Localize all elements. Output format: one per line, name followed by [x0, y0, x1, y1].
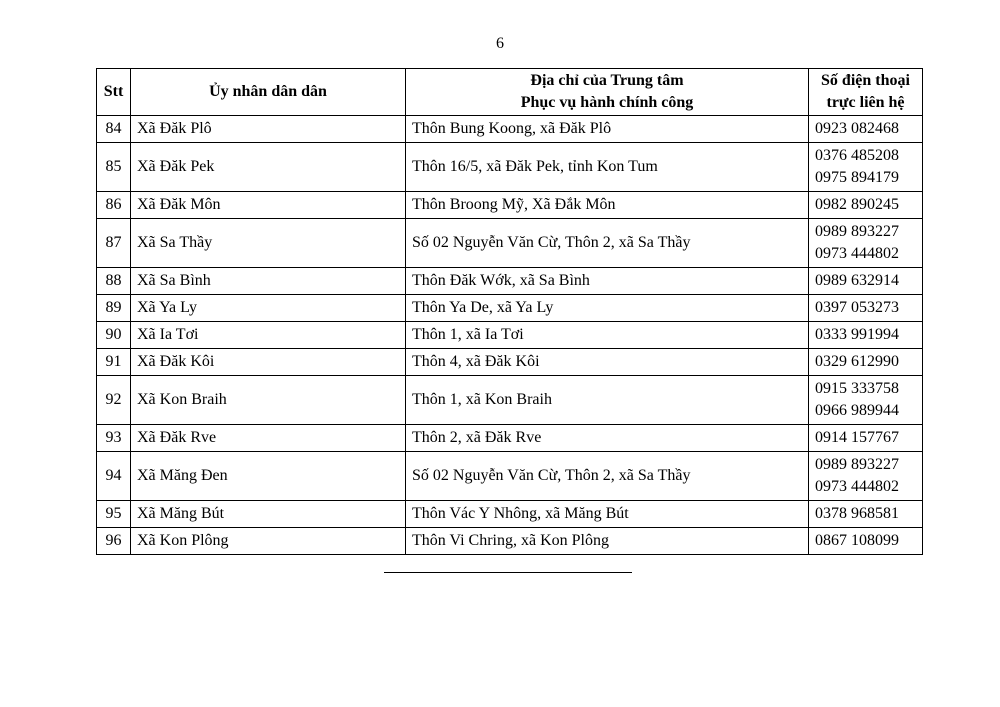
- table-row: [97, 295, 923, 322]
- phone-number: 0989 893227: [815, 223, 899, 240]
- phone-number: 0329 612990: [815, 353, 899, 370]
- cell-address: Thôn Ya De, xã Ya Ly: [406, 295, 809, 322]
- phone-number: 0914 157767: [815, 429, 899, 446]
- cell-stt: 93: [97, 425, 131, 452]
- cell-phone: [809, 268, 923, 295]
- header-phone-line2: trực liên hệ: [826, 94, 905, 111]
- header-unit: Ủy nhân dân dân: [131, 69, 406, 116]
- cell-address: Thôn Broong Mỹ, Xã Đắk Môn: [406, 192, 809, 219]
- cell-phone: [809, 452, 923, 501]
- cell-stt: 95: [97, 501, 131, 528]
- phone-number: 0376 485208: [815, 147, 899, 164]
- cell-stt: 91: [97, 349, 131, 376]
- header-address-line2: Phục vụ hành chính công: [520, 94, 694, 111]
- phone-number: 0973 444802: [815, 245, 899, 262]
- phone-number: 0989 632914: [815, 272, 899, 289]
- cell-phone: [809, 219, 923, 268]
- phone-number: 0973 444802: [815, 478, 899, 495]
- cell-address: Thôn 1, xã Kon Braih: [406, 376, 809, 425]
- header-address: [406, 69, 809, 116]
- table-row: [97, 528, 923, 555]
- phone-number: 0333 991994: [815, 326, 899, 343]
- cell-phone: [809, 295, 923, 322]
- table-row: [97, 425, 923, 452]
- cell-stt: 85: [97, 143, 131, 192]
- table-row: [97, 192, 923, 219]
- cell-phone: [809, 501, 923, 528]
- cell-address: Thôn 1, xã Ia Tơi: [406, 322, 809, 349]
- commune-contact-table: [96, 68, 923, 555]
- cell-unit: Xã Đăk Plô: [131, 116, 406, 143]
- header-stt: Stt: [97, 69, 131, 116]
- cell-address: Thôn Đăk Wớk, xã Sa Bình: [406, 268, 809, 295]
- table-row: [97, 501, 923, 528]
- cell-unit: Xã Măng Đen: [131, 452, 406, 501]
- cell-stt: 88: [97, 268, 131, 295]
- phone-number: 0975 894179: [815, 169, 899, 186]
- cell-unit: Xã Đăk Kôi: [131, 349, 406, 376]
- phone-number: 0989 893227: [815, 456, 899, 473]
- table-row: [97, 219, 923, 268]
- cell-stt: 87: [97, 219, 131, 268]
- table-body: [97, 116, 923, 555]
- cell-unit: Xã Măng Bút: [131, 501, 406, 528]
- cell-unit: Xã Sa Bình: [131, 268, 406, 295]
- phone-number: 0923 082468: [815, 120, 899, 137]
- cell-unit: Xã Kon Braih: [131, 376, 406, 425]
- table-row: [97, 349, 923, 376]
- table-row: [97, 116, 923, 143]
- cell-address: Thôn 16/5, xã Đăk Pek, tỉnh Kon Tum: [406, 143, 809, 192]
- cell-phone: [809, 322, 923, 349]
- phone-number: 0982 890245: [815, 196, 899, 213]
- cell-address: Thôn Bung Koong, xã Đăk Plô: [406, 116, 809, 143]
- cell-phone: [809, 143, 923, 192]
- header-phone-line1: Số điện thoại: [821, 72, 910, 89]
- cell-phone: [809, 192, 923, 219]
- cell-stt: 84: [97, 116, 131, 143]
- cell-stt: 96: [97, 528, 131, 555]
- end-divider: [384, 572, 632, 573]
- cell-phone: [809, 116, 923, 143]
- cell-address: Thôn 2, xã Đăk Rve: [406, 425, 809, 452]
- phone-number: 0966 989944: [815, 402, 899, 419]
- cell-unit: Xã Đăk Môn: [131, 192, 406, 219]
- cell-stt: 90: [97, 322, 131, 349]
- phone-number: 0915 333758: [815, 380, 899, 397]
- phone-number: 0397 053273: [815, 299, 899, 316]
- cell-address: Thôn Vi Chring, xã Kon Plông: [406, 528, 809, 555]
- cell-unit: Xã Sa Thầy: [131, 219, 406, 268]
- cell-address: Thôn 4, xã Đăk Kôi: [406, 349, 809, 376]
- page-number: 6: [496, 35, 504, 52]
- cell-stt: 94: [97, 452, 131, 501]
- cell-address: Số 02 Nguyễn Văn Cừ, Thôn 2, xã Sa Thầy: [406, 452, 809, 501]
- cell-unit: Xã Đăk Rve: [131, 425, 406, 452]
- cell-unit: Xã Ia Tơi: [131, 322, 406, 349]
- cell-stt: 86: [97, 192, 131, 219]
- cell-unit: Xã Đăk Pek: [131, 143, 406, 192]
- cell-stt: 89: [97, 295, 131, 322]
- table-header-row: [97, 69, 923, 116]
- cell-phone: [809, 376, 923, 425]
- table-row: [97, 376, 923, 425]
- phone-number: 0378 968581: [815, 505, 899, 522]
- table-row: [97, 143, 923, 192]
- table-row: [97, 452, 923, 501]
- cell-unit: Xã Ya Ly: [131, 295, 406, 322]
- cell-phone: [809, 528, 923, 555]
- cell-phone: [809, 349, 923, 376]
- cell-stt: 92: [97, 376, 131, 425]
- cell-address: Thôn Vác Y Nhông, xã Măng Bút: [406, 501, 809, 528]
- table-row: [97, 268, 923, 295]
- header-address-line1: Địa chỉ của Trung tâm: [530, 72, 684, 89]
- cell-unit: Xã Kon Plông: [131, 528, 406, 555]
- cell-phone: [809, 425, 923, 452]
- table-row: [97, 322, 923, 349]
- header-phone: [809, 69, 923, 116]
- phone-number: 0867 108099: [815, 532, 899, 549]
- cell-address: Số 02 Nguyễn Văn Cừ, Thôn 2, xã Sa Thầy: [406, 219, 809, 268]
